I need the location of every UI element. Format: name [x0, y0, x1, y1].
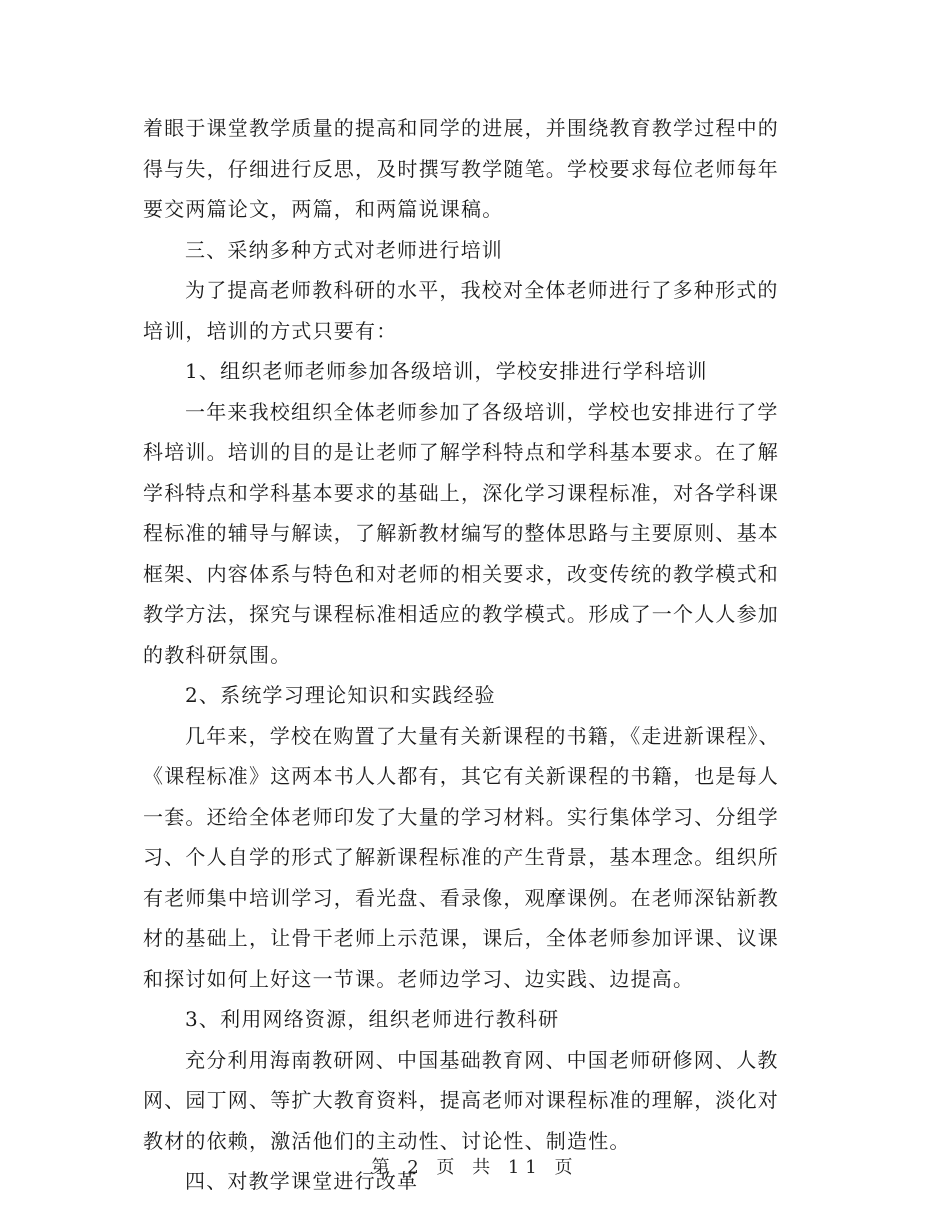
text-line: 几年来，学校在购置了大量有关新课程的书籍，《走进新课程》、	[185, 723, 780, 748]
text-line: 和探讨如何上好这一节课。老师边学习、边实践、边提高。	[143, 966, 695, 991]
text-line: 的教科研氛围。	[143, 642, 292, 667]
text-line: 有老师集中培训学习，看光盘、看录像，观摩课例。在老师深钻新教	[143, 885, 779, 910]
text-line: 得与失，仔细进行反思，及时撰写教学随笔。学校要求每位老师每年	[143, 156, 779, 181]
section-heading-3: 三、采纳多种方式对老师进行培训	[185, 237, 503, 262]
text-line: 网、园丁网、等扩大教育资料，提高老师对课程标准的理解，淡化对	[143, 1088, 779, 1112]
text-line: 充分利用海南教研网、中国基础教育网、中国老师研修网、人教	[185, 1047, 779, 1072]
text-line: 教材的依赖，激活他们的主动性、讨论性、制造性。	[143, 1128, 631, 1153]
text-line: 材的基础上，让骨干老师上示范课，课后，全体老师参加评课、议课	[143, 926, 779, 950]
text-line: 习、个人自学的形式了解新课程标准的产生背景，基本理念。组织所	[143, 845, 779, 869]
page-number-footer: 第 2 页 共 11 页	[371, 1157, 579, 1178]
text-line: 框架、内容体系与特色和对老师的相关要求，改变传统的教学模式和	[143, 561, 779, 586]
text-line: 一套。还给全体老师印发了大量的学习材料。实行集体学习、分组学	[143, 804, 779, 829]
text-line: 教学方法，探究与课程标准相适应的教学模式。形成了一个人人参加	[143, 602, 779, 626]
subsection-heading-2: 2、系统学习理论知识和实践经验	[185, 683, 496, 707]
document-body	[143, 108, 808, 1202]
text-line: 学科特点和学科基本要求的基础上，深化学习课程标准，对各学科课	[143, 480, 779, 505]
text-line: 要交两篇论文，两篇，和两篇说课稿。	[143, 197, 504, 221]
text-line: 《课程标准》这两本书人人都有，其它有关新课程的书籍，也是每人	[143, 764, 779, 788]
text-line: 科培训。培训的目的是让老师了解学科特点和学科基本要求。在了解	[143, 440, 779, 464]
text-line: 程标准的辅导与解读，了解新教材编写的整体思路与主要原则、基本	[143, 521, 779, 545]
subsection-heading-1: 1、组织老师老师参加各级培训，学校安排进行学科培训	[185, 359, 708, 383]
subsection-heading-3: 3、利用网络资源，组织老师进行教科研	[185, 1007, 560, 1031]
section-heading-4: 四、对教学课堂进行改革	[185, 1169, 419, 1193]
text-line: 一年来我校组织全体老师参加了各级培训，学校也安排进行了学	[185, 399, 779, 424]
text-line: 为了提高老师教科研的水平，我校对全体老师进行了多种形式的	[185, 278, 779, 302]
text-line: 培训，培训的方式只要有：	[143, 318, 398, 343]
text-line: 着眼于课堂教学质量的提高和同学的进展，并围绕教育教学过程中的	[143, 116, 779, 140]
